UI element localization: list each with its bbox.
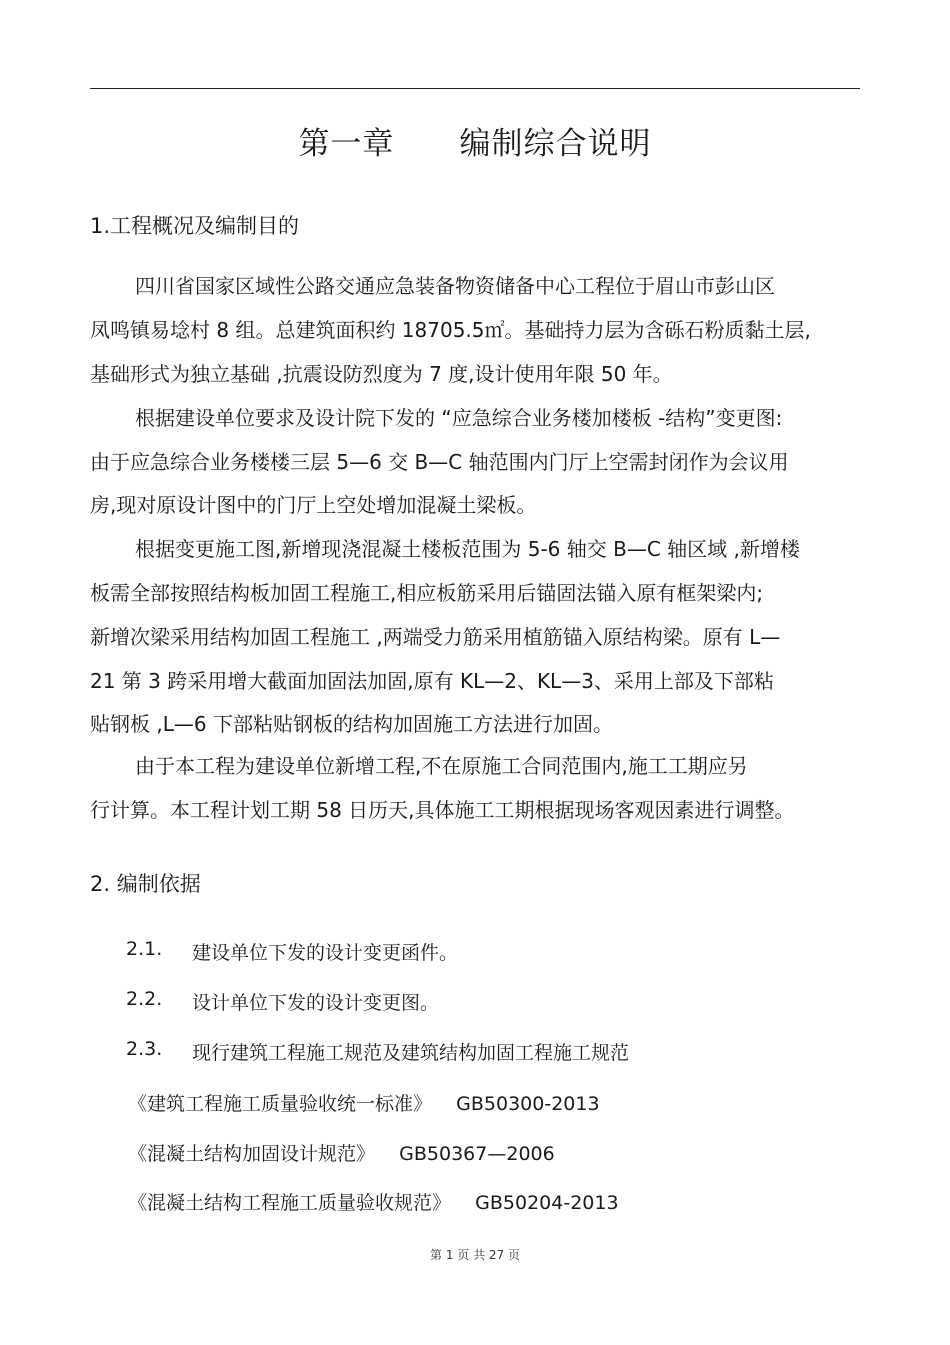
list-item-text: 建设单位下发的设计变更函件。 — [192, 942, 459, 964]
list-item-number: 2.3. — [126, 1038, 163, 1060]
paragraph-line: 房,现对原设计图中的门厅上空处增加混凝土梁板。 — [90, 493, 537, 517]
paragraph-line: 基础形式为独立基础 ,抗震设防烈度为 7 度,设计使用年限 50 年。 — [90, 362, 673, 386]
standard-reference: 《混凝土结构加固设计规范》 GB50367—2006 — [128, 1143, 555, 1165]
page-footer: 第 1 页 共 27 页 — [430, 1248, 520, 1262]
list-item-number: 2.1. — [126, 938, 163, 960]
paragraph-line: 21 第 3 跨采用增大截面加固法加固,原有 KL—2、KL—3、采用上部及下部粘 — [90, 669, 774, 693]
section-heading-1: 1.工程概况及编制目的 — [90, 214, 300, 238]
paragraph-line: 由于本工程为建设单位新增工程,不在原施工合同范围内,施工工期应另 — [135, 754, 748, 778]
standard-reference: 《混凝土结构工程施工质量验收规范》 GB50204-2013 — [128, 1192, 619, 1214]
paragraph-line: 凤鸣镇易埝村 8 组。总建筑面积约 18705.5㎡。基础持力层为含砾石粉质黏土层, — [90, 318, 811, 342]
list-item-text: 现行建筑工程施工规范及建筑结构加固工程施工规范 — [192, 1042, 630, 1064]
section-heading-2: 2. 编制依据 — [90, 872, 201, 896]
paragraph-line: 贴钢板 ,L—6 下部粘贴钢板的结构加固施工方法进行加固。 — [90, 712, 613, 736]
list-item-number: 2.2. — [126, 988, 163, 1010]
header-rule — [90, 88, 860, 89]
paragraph-line: 由于应急综合业务楼楼三层 5—6 交 B—C 轴范围内门厅上空需封闭作为会议用 — [90, 450, 789, 474]
paragraph-line: 根据变更施工图,新增现浇混凝土楼板范围为 5-6 轴交 B—C 轴区域 ,新增楼 — [135, 537, 800, 561]
paragraph-line: 根据建设单位要求及设计院下发的 “应急综合业务楼加楼板 -结构”变更图: — [135, 406, 783, 430]
paragraph-line: 新增次梁采用结构加固工程施工 ,两端受力筋采用植筋锚入原结构梁。原有 L— — [90, 625, 781, 649]
standard-reference: 《建筑工程施工质量验收统一标准》 GB50300-2013 — [128, 1093, 600, 1115]
paragraph-line: 板需全部按照结构板加固工程施工,相应板筋采用后锚固法锚入原有框架梁内; — [90, 581, 764, 605]
list-item-text: 设计单位下发的设计变更图。 — [192, 992, 440, 1014]
paragraph-line: 行计算。本工程计划工期 58 日历天,具体施工工期根据现场客观因素进行调整。 — [90, 798, 795, 822]
paragraph-line: 四川省国家区域性公路交通应急装备物资储备中心工程位于眉山市彭山区 — [135, 274, 775, 298]
chapter-title: 第一章 编制综合说明 — [298, 126, 652, 162]
